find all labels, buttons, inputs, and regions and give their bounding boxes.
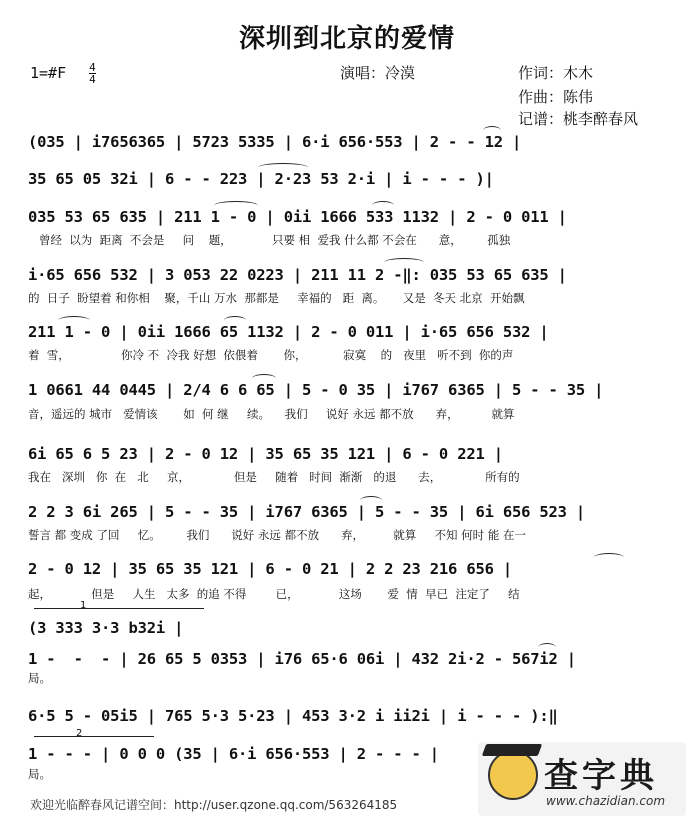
slur-mark — [224, 316, 246, 325]
score-line-2: 35 65 05 32i | 6 - - 223 | 2·23 53 2·i | i - - - )| — [28, 170, 494, 188]
lyric-line-8: 誓言 都 变成 了回 忆。 我们 说好 永远 都不放 弃， 就算 不知 何时 能 在一 — [28, 528, 526, 542]
time-bottom: 4 — [89, 73, 96, 86]
lyric-line-4: 的 日子 盼望着 和你相 聚，千山 万水 那都是 幸福的 距 离。 又是 冬天 北京 开始飘 — [28, 291, 525, 305]
slur-mark — [372, 201, 394, 210]
lyric-line-6: 音，遥远的 城市 爱情该 如 何 继 续。 我们 说好 永远 都不放 弃， 就算 — [28, 407, 515, 421]
key-label: 1=#F — [30, 64, 67, 82]
volta-bracket-2 — [34, 736, 154, 737]
score-line-4: i·65 656 532 | 3 053 22 0223 | 211 11 2 -‖: 035 53 65 635 | — [28, 266, 567, 284]
score-line-1: (035 | i7656365 | 5723 5335 | 6·i 656·553 | 2 - - 12 | — [28, 133, 522, 151]
volta-number-2: 2 — [76, 728, 83, 739]
slur-mark — [258, 163, 308, 172]
lyric-line-3: 曾经 以为 距离 不会是 问 题， 只要 相 爱我 什么都 不会在 意， 孤独 — [28, 233, 511, 247]
score-line-8: 2 2 3 6i 265 | 5 - - 35 | i767 6365 | 5 - - 35 | 6i 656 523 | — [28, 503, 586, 521]
cartoon-face-icon — [488, 750, 538, 800]
lyric-line-1 — [28, 153, 668, 169]
score-line-12: 6·5 5 - 05i5 | 765 5·3 5·23 | 453 3·2 i ii2i | i - - - ):‖ — [28, 707, 558, 725]
slur-mark — [360, 496, 382, 505]
lyric-line-11: 局。 — [28, 671, 51, 685]
score-line-6: 1 0661 44 0445 | 2/4 6 6 65 | 5 - 0 35 | i767 6365 | 5 - - 35 | — [28, 381, 604, 399]
slur-mark — [384, 258, 424, 267]
slur-mark — [252, 374, 276, 383]
score-line-3: 035 53 65 635 | 211 1 - 0 | 0ii 1666 533 1132 | 2 - 0 011 | — [28, 208, 567, 226]
lyricist: 作词：木木 — [518, 64, 594, 82]
watermark-logo — [478, 742, 686, 816]
lyric-line-13: 局。 — [28, 767, 51, 781]
lyric-line-5: 着 雪， 你冷 不 冷我 好想 依偎着 你， 寂寞 的 夜里 听不到 你的声 — [28, 348, 514, 362]
slur-mark — [538, 643, 556, 652]
composer: 作曲：陈伟 — [518, 88, 594, 106]
slur-mark — [594, 553, 624, 562]
key-signature — [30, 62, 96, 85]
song-title: 深圳到北京的爱情 — [238, 24, 455, 54]
time-signature — [89, 62, 96, 85]
lyric-line-9: 起， 但是 人生 太多 的追 不得 已， 这场 爱 情 早已 注定了 结 — [28, 587, 520, 601]
graduation-cap-icon — [482, 744, 542, 756]
watermark-url: www.chazidian.com — [546, 794, 666, 808]
slur-mark — [214, 201, 258, 210]
score-line-5: 211 1 - 0 | 0ii 1666 65 1132 | 2 - 0 011 | i·65 656 532 | — [28, 323, 549, 341]
lyric-line-2 — [28, 190, 668, 206]
singer: 演唱：冷漠 — [340, 64, 416, 82]
volta-number-1: 1 — [80, 600, 87, 611]
slur-mark — [483, 126, 501, 135]
score-line-7: 6i 65 6 5 23 | 2 - 0 12 | 35 65 35 121 | 6 - 0 221 | — [28, 445, 503, 463]
slur-mark — [58, 316, 90, 325]
score-line-10: (3 333 3·3 b32i | — [28, 619, 184, 637]
transcriber: 记谱：桃李醉春风 — [518, 110, 639, 128]
score-line-11: 1 - - - | 26 65 5 0353 | i76 65·6 06i | 432 2i·2 - 567i2 | — [28, 650, 576, 668]
watermark-brand: 查字典 — [544, 756, 658, 796]
lyric-line-7: 我在 深圳 你 在 北 京， 但是 随着 时间 渐渐 的退 去， 所有的 — [28, 470, 520, 484]
time-top: 4 — [89, 61, 96, 74]
score-line-13: 1 - - - | 0 0 0 (35 | 6·i 656·553 | 2 - - - | — [28, 745, 439, 763]
footer-credit: 欢迎光临醉春风记谱空间：http://user.qzone.qq.com/563264185 — [30, 798, 398, 812]
score-line-9: 2 - 0 12 | 35 65 35 121 | 6 - 0 21 | 2 2 23 216 656 | — [28, 560, 512, 578]
volta-bracket-1 — [34, 608, 204, 609]
